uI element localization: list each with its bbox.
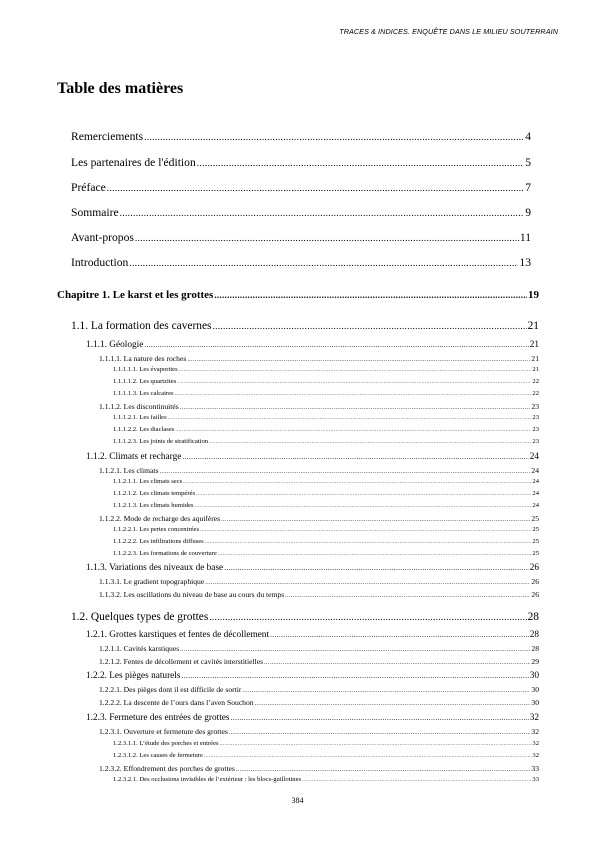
toc-entry[interactable]: 1.1.2.1.1. Les climats secs ..... 24 <box>113 478 539 485</box>
toc-entry[interactable]: 1.1.2.2.3. Les formations de couverture ..... 25 <box>113 550 539 557</box>
toc-entry[interactable]: 1.1.1.2.2. Les diaclases ..... 23 <box>113 426 539 433</box>
toc-entry[interactable]: 1.2.3.1.1. L’étude des porches et entrées ..... 32 <box>113 740 539 747</box>
toc-entry[interactable]: 1.2.3.2.1. Des occlusions invisibles de l’extérieur : les blocs-guillotines ..... 33 <box>113 776 539 783</box>
toc-entry[interactable]: 1.1.2.2.2. Les infiltrations diffuses ..... 25 <box>113 538 539 545</box>
toc-entry[interactable]: 1.1.2.1.3. Les climats humides ..... 24 <box>113 502 539 509</box>
toc-entry[interactable]: 1.2.1. Grottes karstiques et fentes de décollement ..... 28 <box>86 630 539 640</box>
toc-entry[interactable]: 1.1.2.1.2. Les climats tempérés ..... 24 <box>113 490 539 497</box>
toc-entry[interactable]: 1.2.3.2. Effondrement des porches de grottes ..... 33 <box>99 764 539 773</box>
toc-entry[interactable]: Les partenaires de l'édition ..... 5 <box>71 156 531 169</box>
toc-title: Table des matières <box>57 80 184 97</box>
toc-entry[interactable]: Préface ..... 7 <box>71 181 531 194</box>
toc-entry[interactable]: 1.2.2.1. Des pièges dont il est difficile de sortir ..... 30 <box>99 685 539 694</box>
toc-entry[interactable]: 1.1.1.1.3. Les calcaires ..... 22 <box>113 390 539 397</box>
page-number: 384 <box>291 796 304 805</box>
toc-entry[interactable]: 1.1.2.2.1. Les pertes concentrées ..... 25 <box>113 526 539 533</box>
toc-chapter-entry[interactable]: Chapitre 1. Le karst et les grottes ..... 19 <box>57 289 539 301</box>
toc-entry[interactable]: 1.1.1.2. Les discontinuités ..... 23 <box>99 402 539 411</box>
toc-entry[interactable]: 1.2.2. Les pièges naturels ..... 30 <box>86 671 539 681</box>
toc-entry[interactable]: 1.1.1.1.1. Les évaporites ..... 21 <box>113 366 539 373</box>
toc-entry[interactable]: 1.1.3. Variations des niveaux de base ..... 26 <box>86 563 539 573</box>
toc-entry[interactable]: 1.1.1.1. La nature des roches ..... 21 <box>99 354 539 363</box>
toc-entry[interactable]: 1.1.2. Climats et recharge ..... 24 <box>86 452 539 462</box>
toc-entry[interactable]: 1.1.2.2. Mode de recharge des aquifères ..... 25 <box>99 514 539 523</box>
toc-entry[interactable]: 1.1.1.2.3. Les joints de stratification ..... 23 <box>113 438 539 445</box>
toc-entry[interactable]: 1.1.1.2.1. Les failles ..... 23 <box>113 414 539 421</box>
running-header: TRACES & INDICES. ENQUÊTE DANS LE MILIEU SOUTERRAIN <box>339 27 558 36</box>
toc-entry[interactable]: 1.2.1.2. Fentes de décollement et cavités interstitielles ..... 29 <box>99 657 539 666</box>
toc-entry[interactable]: Remerciements ..... 4 <box>71 130 531 143</box>
toc-entry[interactable]: 1.1. La formation des cavernes ..... 21 <box>71 320 539 332</box>
toc-entry[interactable]: 1.1.3.1. Le gradient topographique ..... 26 <box>99 577 539 586</box>
toc-entry[interactable]: 1.2.3. Fermeture des entrées de grottes ..... 32 <box>86 713 539 723</box>
toc-entry[interactable]: 1.1.1. Géologie ..... 21 <box>86 340 539 350</box>
toc-entry[interactable]: 1.1.2.1. Les climats ..... 24 <box>99 466 539 475</box>
toc-entry[interactable]: 1.2.2.2. La descente de l’ours dans l’aven Souchon ..... 30 <box>99 698 539 707</box>
toc-entry[interactable]: Avant-propos ..... 11 <box>71 231 531 244</box>
toc-entry[interactable]: 1.2.3.1. Ouverture et fermeture des grottes ..... 32 <box>99 727 539 736</box>
toc-entry[interactable]: 1.1.1.1.2. Les quartzites ..... 22 <box>113 378 539 385</box>
toc-entry[interactable]: Sommaire ..... 9 <box>71 206 531 219</box>
toc-entry[interactable]: Introduction ..... 13 <box>71 256 531 269</box>
toc-entry[interactable]: 1.2. Quelques types de grottes ..... 28 <box>71 611 539 623</box>
toc-entry[interactable]: 1.2.3.1.2. Les causes de fermeture ..... 32 <box>113 752 539 759</box>
toc-entry[interactable]: 1.1.3.2. Les oscillations du niveau de base au cours du temps ..... 26 <box>99 590 539 599</box>
toc-entry[interactable]: 1.2.1.1. Cavités karstiques ..... 28 <box>99 644 539 653</box>
